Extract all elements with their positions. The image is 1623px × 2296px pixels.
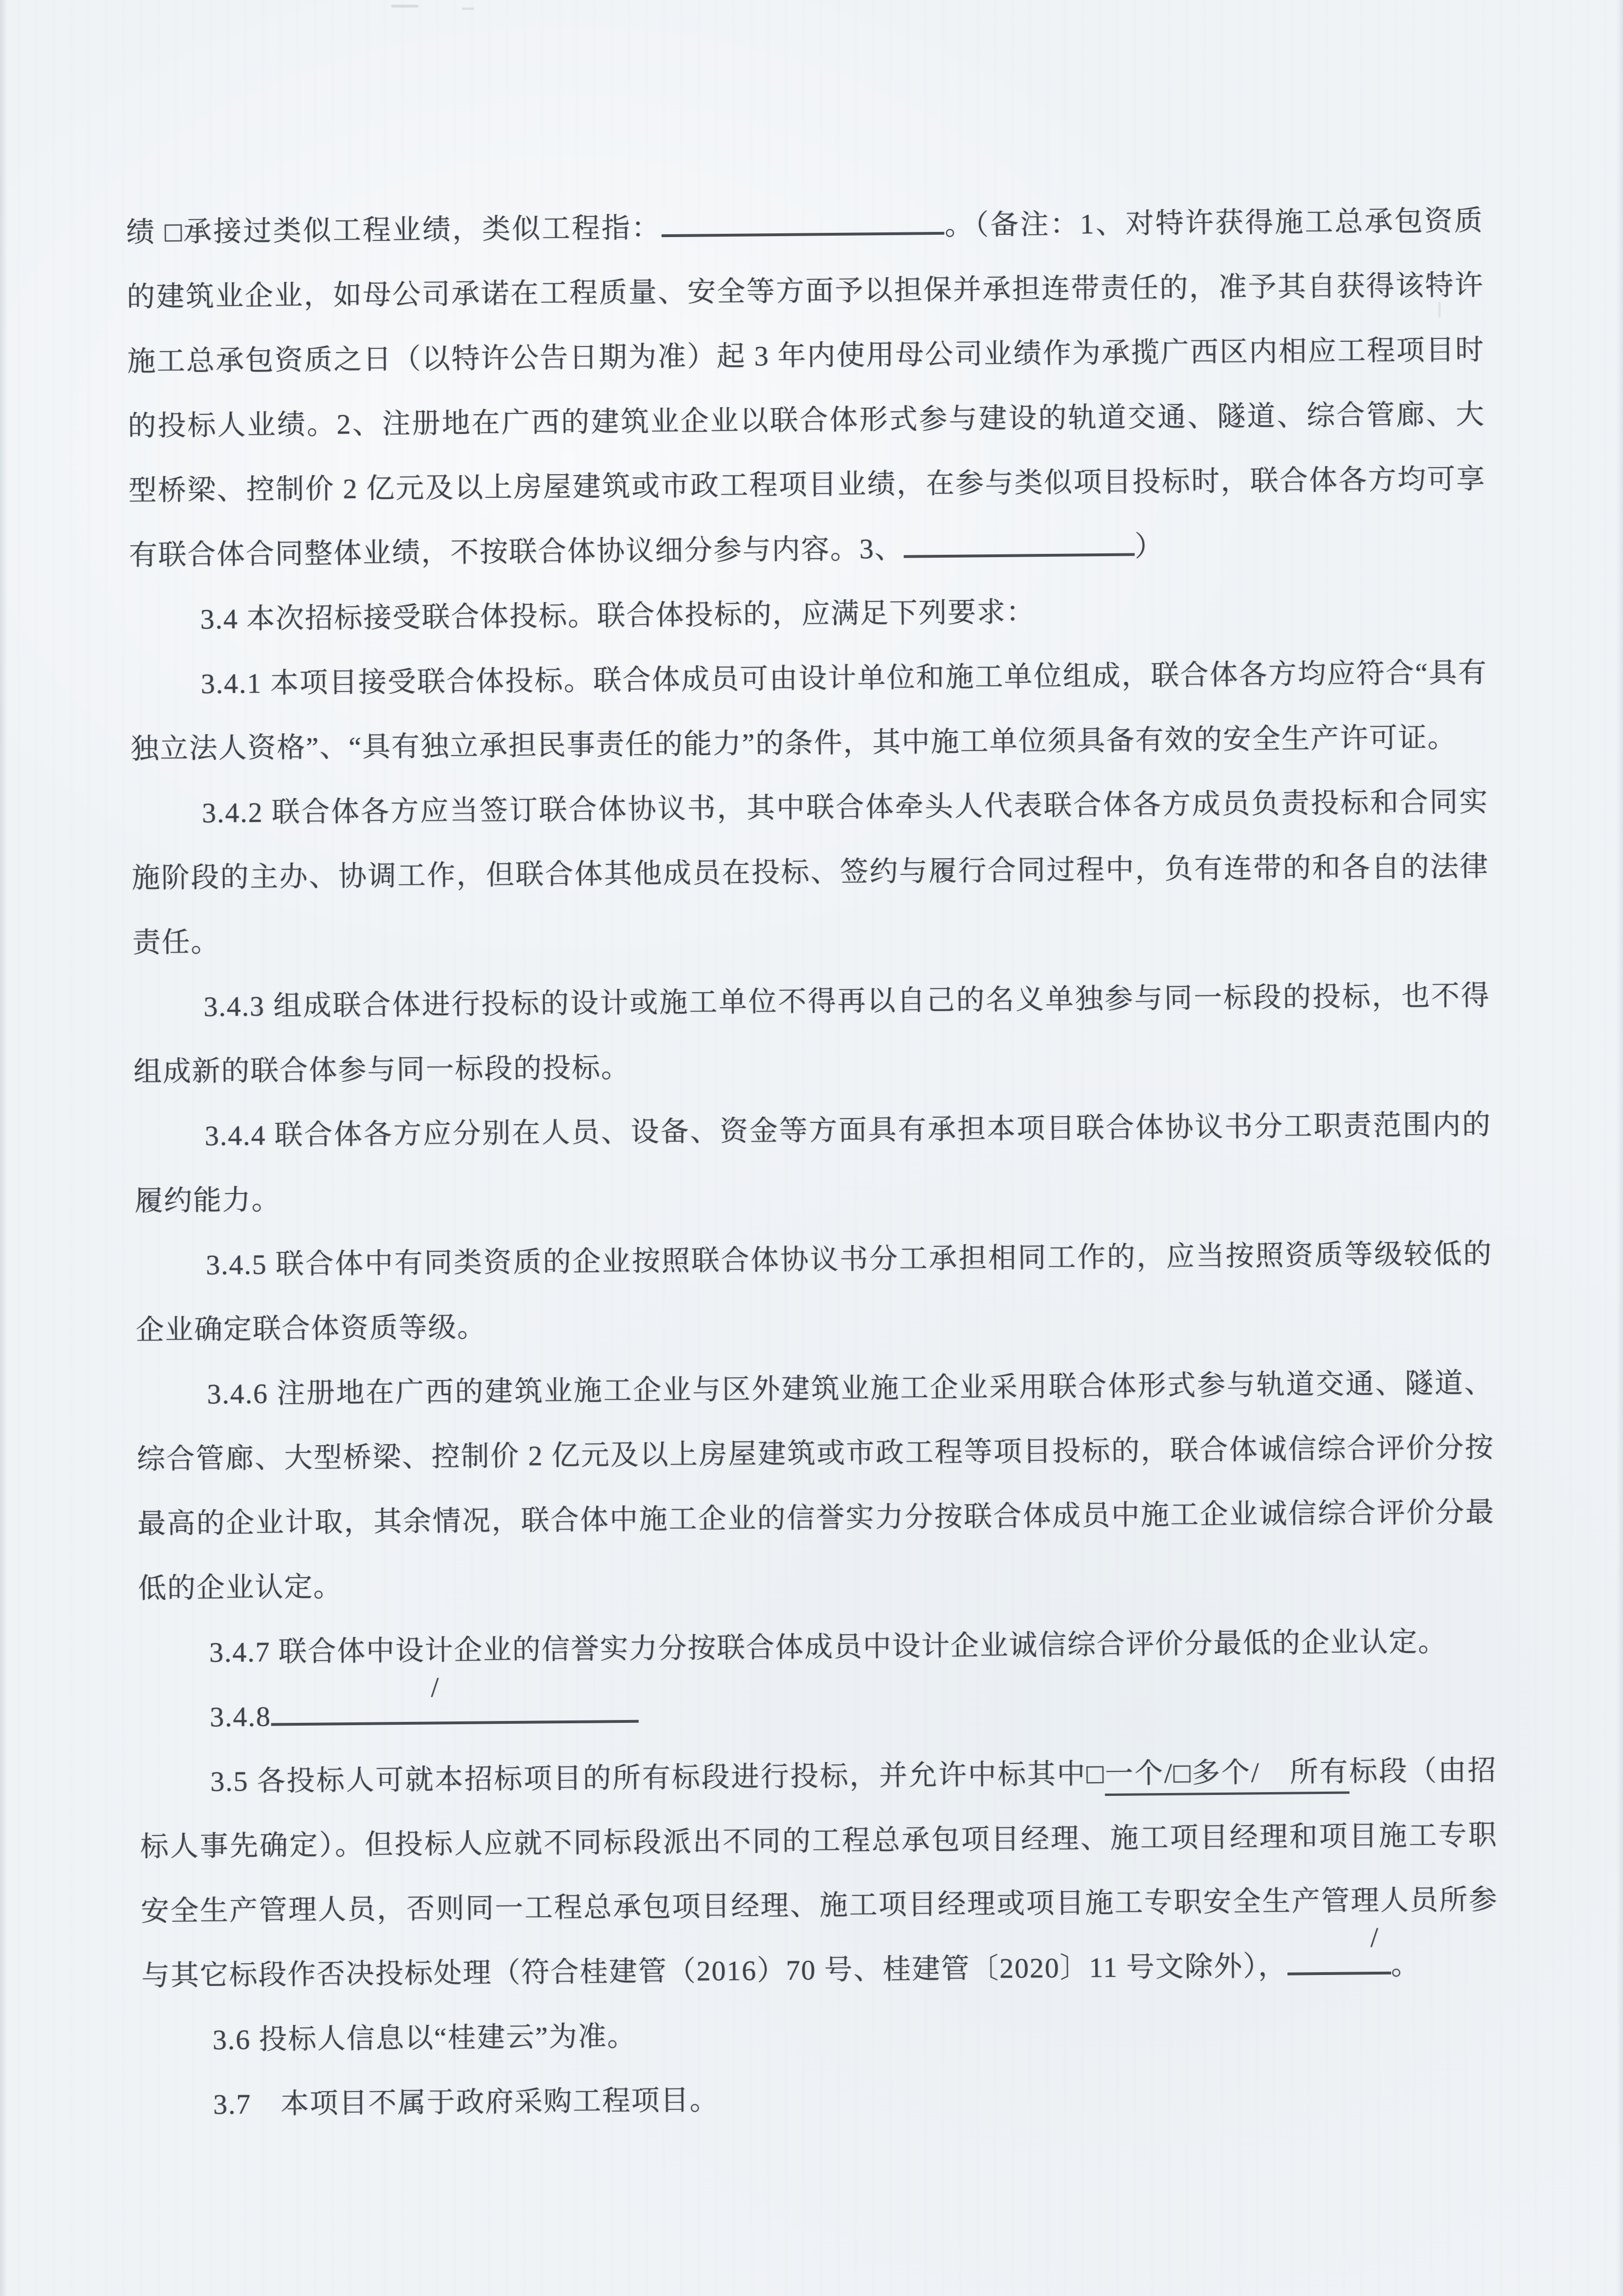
paragraph	[142, 1997, 1500, 2073]
text-run: 3.4.3 组成联合体进行投标的设计或施工单位不得再以自己的名义单独参与同一标段的投标，也不得组成新的联合体参与同一标段的投标。	[133, 979, 1491, 1088]
text-run: 3.6 投标人信息以“桂建云”为准。	[212, 2020, 637, 2056]
text-run: 3.5 各投标人可就本招标项目的所有标段进行投标，并允许中标其中□	[210, 1758, 1105, 1797]
scan-artifact	[391, 5, 418, 8]
text-run: 标段（由招标人事先确定）。但投标人应就不同标段派出不同的工程总承包项目经理、施工项目经理和项目施工专职安全生产管理人员，否则同一工程总承包项目经理、施工项目经理或项目施工专职安全生产管理人员所参与其它标段作否决投标处理（符合桂建管（2016）70 号、桂建管〔2020〕11 号文除外），	[140, 1754, 1498, 1992]
text-run: 3.4.5 联合体中有同类资质的企业按照联合体协议书分工承担相同工作的，应当按照资质等级较低的企业确定联合体资质等级。	[135, 1238, 1492, 1346]
remark-item-3-blank	[903, 527, 1135, 558]
text-run: 3.4.8	[209, 1701, 271, 1733]
similar-project-definition-blank	[661, 206, 944, 237]
paragraph	[134, 1093, 1492, 1234]
scan-artifact	[462, 8, 474, 10]
paragraph	[132, 963, 1491, 1104]
text-run: 3.4.4 联合体各方应分别在人员、设备、资金等方面具有承担本项目联合体协议书分工职责范围内的履约能力。	[134, 1109, 1492, 1217]
text-run: 3.4.2 联合体各方应当签订联合体协议书，其中联合体牵头人代表联合体各方成员负责投标和合同实施阶段的主办、协调工作，但联合体其他成员在投标、签约与履行合同过程中，负有连带的和各自的法律责任。	[131, 786, 1489, 959]
text-run: 。（备注：1、对特许获得施工总承包资质的建筑业企业，如母公司承诺在工程质量、安全等方面予以担保并承担连带责任的，准予其自获得该特许施工总承包资质之日（以特许公告日期为准）起 3 年内使用母公司业绩作为承揽广西区内相应工程项目时的投标人业绩。2、注册地在广西的建筑业企业以联合体形式参与建设的轨道交通、隧道、综合管廊、大型桥梁、控制价 2 亿元及以上房屋建筑或市政工程项目业绩，在参与类似项目投标时，联合体各方均可享有联合体合同整体业绩，不按联合体协议细分参与内容。3、	[126, 205, 1486, 571]
text-run: 绩 □承接过类似工程业绩，类似工程指：	[126, 212, 662, 248]
paragraph	[142, 2061, 1500, 2138]
text-run: ）	[1134, 530, 1164, 562]
text-run: 3.4.6 注册地在广西的建筑业施工企业与区外建筑业施工企业采用联合体形式参与轨道交通、隧道、综合管廊、大型桥梁、控制价 2 亿元及以上房屋建筑或市政工程等项目投标的，联合体诚信综合评价分按最高的企业计取，其余情况，联合体中施工企业的信誉实力分按联合体成员中施工企业诚信综合评价分最低的企业认定。	[137, 1367, 1495, 1604]
paragraph	[126, 189, 1486, 588]
slash-mark: /	[1370, 1922, 1378, 1953]
text-run: 。	[1391, 1949, 1420, 1981]
underlined-choice: 一个/□多个/ 所有	[1105, 1756, 1349, 1796]
paragraph	[129, 576, 1487, 652]
paragraph	[136, 1351, 1496, 1621]
scan-edge-shadow-right	[1616, 0, 1623, 2296]
text-run: 3.4.1 本项目接受联合体投标。联合体成员可由设计单位和施工单位组成，联合体各方均应符合“具有独立法人资格”、“具有独立承担民事责任的能力”的条件，其中施工单位须具备有效的安全生产许可证。	[130, 657, 1488, 765]
paragraph	[130, 641, 1488, 782]
text-run: 3.7 本项目不属于政府采购工程项目。	[213, 2084, 719, 2120]
text-run: 3.4 本次招标接受联合体投标。联合体投标的，应满足下列要求：	[200, 596, 1036, 635]
paragraph	[135, 1222, 1493, 1363]
scan-edge-shadow-left	[0, 0, 8, 2296]
paragraph	[139, 1738, 1499, 2008]
text-run: 3.4.7 联合体中设计企业的信誉实力分按联合体成员中设计企业诚信综合评价分最低的企业认定。	[209, 1626, 1448, 1668]
clause-3-4-8-blank	[271, 1671, 639, 1726]
clause-3-5-blank	[1287, 1922, 1391, 1975]
document-text-block	[126, 189, 1500, 2138]
slash-mark: /	[430, 1671, 439, 1703]
paragraph	[139, 1671, 1497, 1750]
paragraph	[138, 1609, 1496, 1686]
paragraph	[131, 770, 1490, 975]
